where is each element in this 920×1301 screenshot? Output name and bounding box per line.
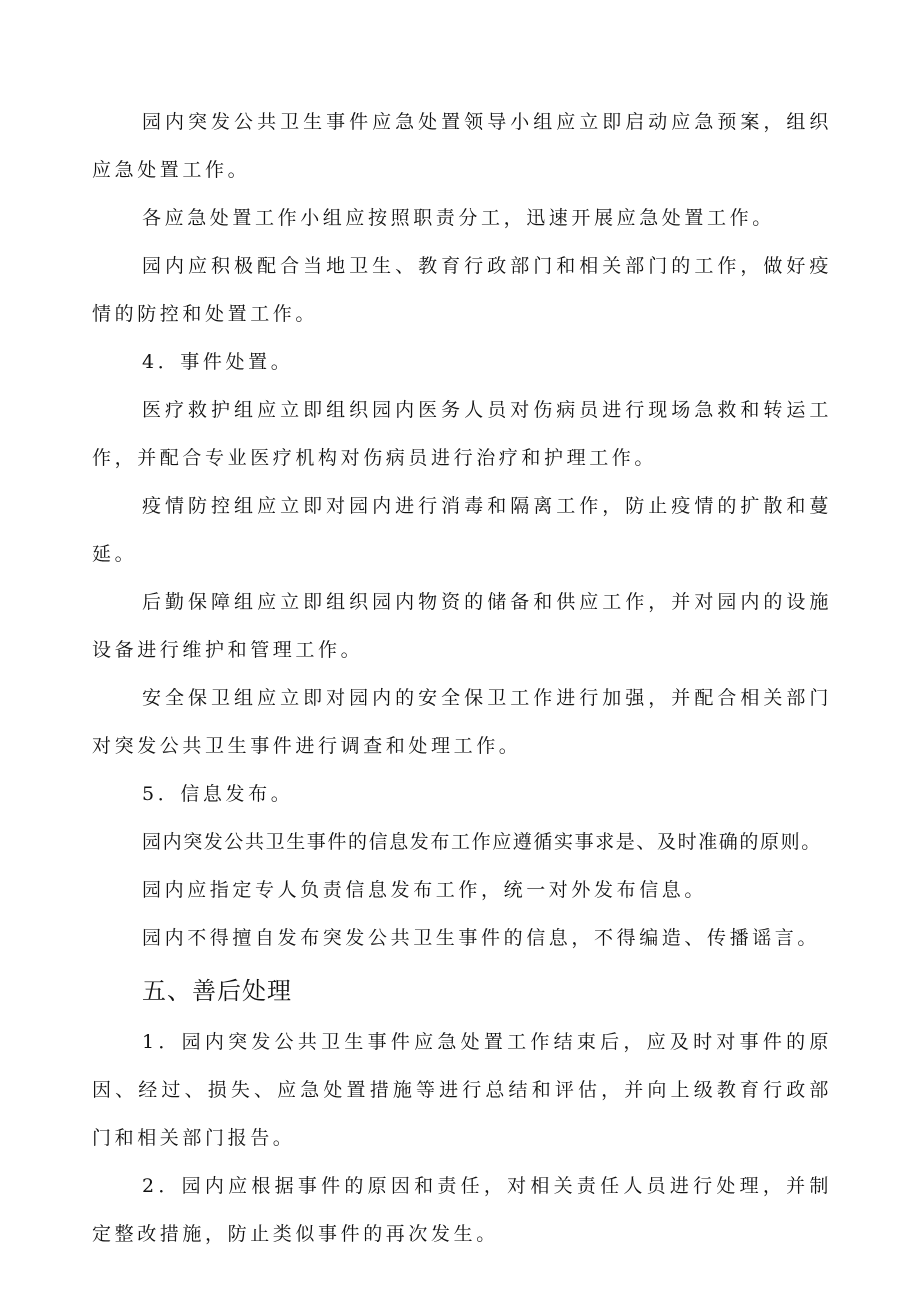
paragraph-work-groups: 各应急处置工作小组应按照职责分工，迅速开展应急处置工作。 xyxy=(142,207,775,229)
paragraph-start-emergency-plan: 园内突发公共卫生事件应急处置领导小组应立即启动应急预案，组织应急处置工作。 xyxy=(92,111,832,181)
paragraph-aftermath-summary: 1．园内突发公共卫生事件应急处置工作结束后，应及时对事件的原因、经过、损失、应急处置措施等进行总结和评估，并向上级教育行政部门和相关部门报告。 xyxy=(92,1031,832,1149)
subheading-information-release: 5．信息发布。 xyxy=(142,783,294,805)
paragraph-cooperate-departments: 园内应积极配合当地卫生、教育行政部门和相关部门的工作，做好疫情的防控和处置工作。 xyxy=(92,255,832,325)
paragraph-aftermath-accountability: 2．园内应根据事件的原因和责任，对相关责任人员进行处理，并制定整改措施，防止类似事件的再次发生。 xyxy=(92,1175,832,1245)
subheading-event-handling: 4．事件处置。 xyxy=(142,351,294,373)
paragraph-designated-spokesperson: 园内应指定专人负责信息发布工作，统一对外发布信息。 xyxy=(142,879,708,901)
section-heading-aftermath: 五、善后处理 xyxy=(142,977,292,1005)
paragraph-release-principle: 园内突发公共卫生事件的信息发布工作应遵循实事求是、及时准确的原则。 xyxy=(142,831,822,853)
paragraph-security: 安全保卫组应立即对园内的安全保卫工作进行加强，并配合相关部门对突发公共卫生事件进行调查和处理工作。 xyxy=(92,687,832,757)
paragraph-epidemic-control: 疫情防控组应立即对园内进行消毒和隔离工作，防止疫情的扩散和蔓延。 xyxy=(92,495,832,565)
paragraph-no-rumors: 园内不得擅自发布突发公共卫生事件的信息，不得编造、传播谣言。 xyxy=(142,927,821,949)
paragraph-logistics: 后勤保障组应立即组织园内物资的储备和供应工作，并对园内的设施设备进行维护和管理工作。 xyxy=(92,591,832,661)
paragraph-medical-rescue: 医疗救护组应立即组织园内医务人员对伤病员进行现场急救和转运工作，并配合专业医疗机构对伤病员进行治疗和护理工作。 xyxy=(92,399,832,469)
